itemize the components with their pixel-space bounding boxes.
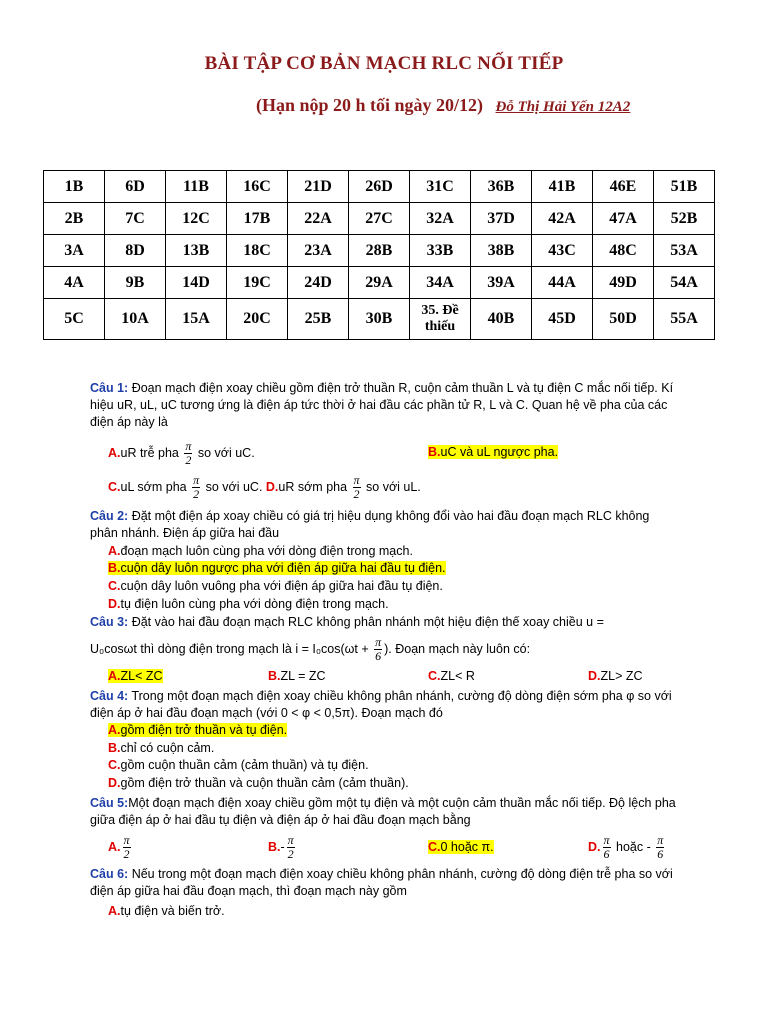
answer-cell: 48C — [593, 235, 654, 267]
answer-cell: 2B — [44, 203, 105, 235]
deadline-text: (Hạn nộp 20 h tối ngày 20/12) — [256, 95, 484, 115]
answer-cell: 50D — [593, 299, 654, 340]
table-row — [44, 235, 715, 267]
answer-cell: 13B — [166, 235, 227, 267]
answer-cell: 46E — [593, 171, 654, 203]
answer-cell: 3A — [44, 235, 105, 267]
answer-cell: 49D — [593, 267, 654, 299]
deadline — [256, 95, 630, 116]
q5-option-d: D. $\frac{\pi}{6}$ hoặc - $\frac{\pi}{6}$ — [588, 833, 664, 861]
q4-option-a: A.gồm điện trở thuần và tụ điện. — [108, 723, 288, 737]
table-row — [44, 267, 715, 299]
answer-cell: 27C — [349, 203, 410, 235]
q5-option-a: A. $\frac{\pi}{2}$ — [108, 833, 130, 861]
answer-cell: 32A — [410, 203, 471, 235]
q1-option-c: C.uL sớm pha $\frac{\pi}{2}$ so với uC. D.uR sớm pha $\frac{\pi}{2}$ so với uL. — [108, 473, 421, 501]
answer-cell: 36B — [471, 171, 532, 203]
answer-cell: 1B — [44, 171, 105, 203]
question-6: Câu 6: Nếu trong một đoạn mạch điện xoay chiều không phân nhánh, cường độ dòng điện trễ pha so với điện áp giữa hai đầu đoạn mạch, thì đoạn mạch này gồm — [90, 867, 673, 898]
q3-option-c: C.ZL< R — [428, 669, 475, 683]
fraction: $\frac{\pi}{6}$ — [375, 635, 382, 663]
answer-cell: 43C — [532, 235, 593, 267]
fraction: $\frac{\pi}{6}$ — [657, 833, 664, 861]
answer-cell: 51B — [654, 171, 715, 203]
q6-option-a: A.tụ điện và biến trở. — [108, 904, 225, 918]
answer-cell: 17B — [227, 203, 288, 235]
answer-cell: 25B — [288, 299, 349, 340]
answer-cell: 15A — [166, 299, 227, 340]
q2-option-c: C.cuộn dây luôn vuông pha với điện áp giữa hai đầu tụ điện. — [108, 579, 443, 593]
answer-cell: 5C — [44, 299, 105, 340]
answer-cell: 53A — [654, 235, 715, 267]
answer-cell: 9B — [105, 267, 166, 299]
answer-cell: 40B — [471, 299, 532, 340]
q1-option-b: B.uC và uL ngược pha. — [428, 445, 559, 459]
answer-cell: 33B — [410, 235, 471, 267]
answer-cell: 7C — [105, 203, 166, 235]
answer-cell: 11B — [166, 171, 227, 203]
author-name: Đỗ Thị Hải Yến 12A2 — [495, 99, 631, 115]
q3-option-a: A.ZL< ZC — [108, 669, 163, 683]
answer-cell: 45D — [532, 299, 593, 340]
answer-cell: 54A — [654, 267, 715, 299]
answer-cell: 42A — [532, 203, 593, 235]
table-row — [44, 299, 715, 340]
fraction: $\frac{\pi}{2}$ — [193, 473, 200, 501]
table-row — [44, 171, 715, 203]
answer-cell: 6D — [105, 171, 166, 203]
q5-option-b: B.- $\frac{\pi}{2}$ — [268, 833, 294, 861]
answer-cell: 29A — [349, 267, 410, 299]
fraction: $\frac{\pi}{2}$ — [123, 833, 130, 861]
answer-cell: 55A — [654, 299, 715, 340]
answer-cell: 18C — [227, 235, 288, 267]
answer-cell: 21D — [288, 171, 349, 203]
answer-cell: 14D — [166, 267, 227, 299]
answer-cell: 19C — [227, 267, 288, 299]
answer-cell: 23A — [288, 235, 349, 267]
q2-option-b: B.cuộn dây luôn ngược pha với điện áp giữa hai đầu tụ điện. — [108, 561, 446, 575]
answer-cell: 8D — [105, 235, 166, 267]
answer-cell: 37D — [471, 203, 532, 235]
answer-cell: 20C — [227, 299, 288, 340]
fraction: $\frac{\pi}{2}$ — [287, 833, 294, 861]
answer-cell: 44A — [532, 267, 593, 299]
answer-cell: 34A — [410, 267, 471, 299]
answer-cell: 38B — [471, 235, 532, 267]
answer-cell: 16C — [227, 171, 288, 203]
question-1 — [90, 380, 680, 431]
answer-cell: 26D — [349, 171, 410, 203]
answer-cell: 22A — [288, 203, 349, 235]
q2-option-a: A.đoạn mạch luôn cùng pha với dòng điện trong mạch. — [108, 544, 413, 558]
q5-option-c: C.0 hoặc π. — [428, 840, 494, 854]
question-5: Câu 5:Một đoạn mạch điện xoay chiều gồm một tụ điện và một cuộn cảm thuần mắc nối tiếp. Độ lệch pha giữa điện áp ở hai đầu tụ điện và điện áp ở hai đầu đoạn mạch bằng — [90, 796, 676, 827]
question-label: Câu 1: — [90, 381, 129, 395]
q4-option-b: B.chỉ có cuộn cảm. — [108, 741, 215, 755]
q3-option-b: B.ZL = ZC — [268, 669, 326, 683]
answer-cell: 28B — [349, 235, 410, 267]
answer-cell: 31C — [410, 171, 471, 203]
q4-option-d: D.gồm điện trở thuần và cuộn thuần cảm (cảm thuần). — [108, 776, 409, 790]
question-text: Đoạn mạch điện xoay chiều gồm điện trở thuần R, cuộn cảm thuần L và tụ điện C mắc nối tiếp. Kí hiệu uR, uL, uC tương ứng là điện áp tức thời ở hai đầu các phần tử R, L và C. Quan hệ về pha của các điện áp này là — [90, 381, 674, 429]
answer-cell: 39A — [471, 267, 532, 299]
q2-option-d: D.tụ điện luôn cùng pha với dòng điện trong mạch. — [108, 597, 389, 611]
answer-cell: 4A — [44, 267, 105, 299]
answer-cell: 47A — [593, 203, 654, 235]
answer-cell: 41B — [532, 171, 593, 203]
table-row — [44, 203, 715, 235]
question-4: Câu 4: Trong một đoạn mạch điện xoay chiều không phân nhánh, cường độ dòng điện sớm pha φ so với điện áp ở hai đầu đoạn mạch (với 0 < φ < 0,5π). Đoạn mạch đó — [90, 689, 672, 720]
page-title: BÀI TẬP CƠ BẢN MẠCH RLC NỐI TIẾP — [204, 53, 564, 74]
answer-cell: 12C — [166, 203, 227, 235]
q1-option-a: A.uR trễ pha $\frac{\pi}{2}$ so với uC. — [108, 439, 255, 467]
answer-cell: 30B — [349, 299, 410, 340]
answer-table — [43, 170, 715, 340]
fraction: $\frac{\pi}{2}$ — [185, 439, 192, 467]
question-2: Câu 2: Đặt một điện áp xoay chiều có giá trị hiệu dụng không đổi vào hai đầu đoạn mạch RLC không phân nhánh. Điện áp giữa hai đầu — [90, 509, 650, 540]
answer-cell: 10A — [105, 299, 166, 340]
answer-cell: 35. Đề thiếu — [410, 299, 471, 340]
answer-cell: 52B — [654, 203, 715, 235]
question-3-cont: U₀cosωt thì dòng điện trong mạch là i = I₀cos(ωt + $\frac{\pi}{6}$ ). Đoạn mạch này luôn có: — [90, 635, 531, 663]
fraction: $\frac{\pi}{6}$ — [603, 833, 610, 861]
question-3: Câu 3: Đặt vào hai đầu đoạn mạch RLC không phân nhánh một hiệu điện thế xoay chiều u = — [90, 615, 604, 629]
q3-option-d: D.ZL> ZC — [588, 669, 643, 683]
fraction: $\frac{\pi}{2}$ — [353, 473, 360, 501]
answer-cell: 24D — [288, 267, 349, 299]
q4-option-c: C.gồm cuộn thuần cảm (cảm thuần) và tụ điện. — [108, 758, 369, 772]
